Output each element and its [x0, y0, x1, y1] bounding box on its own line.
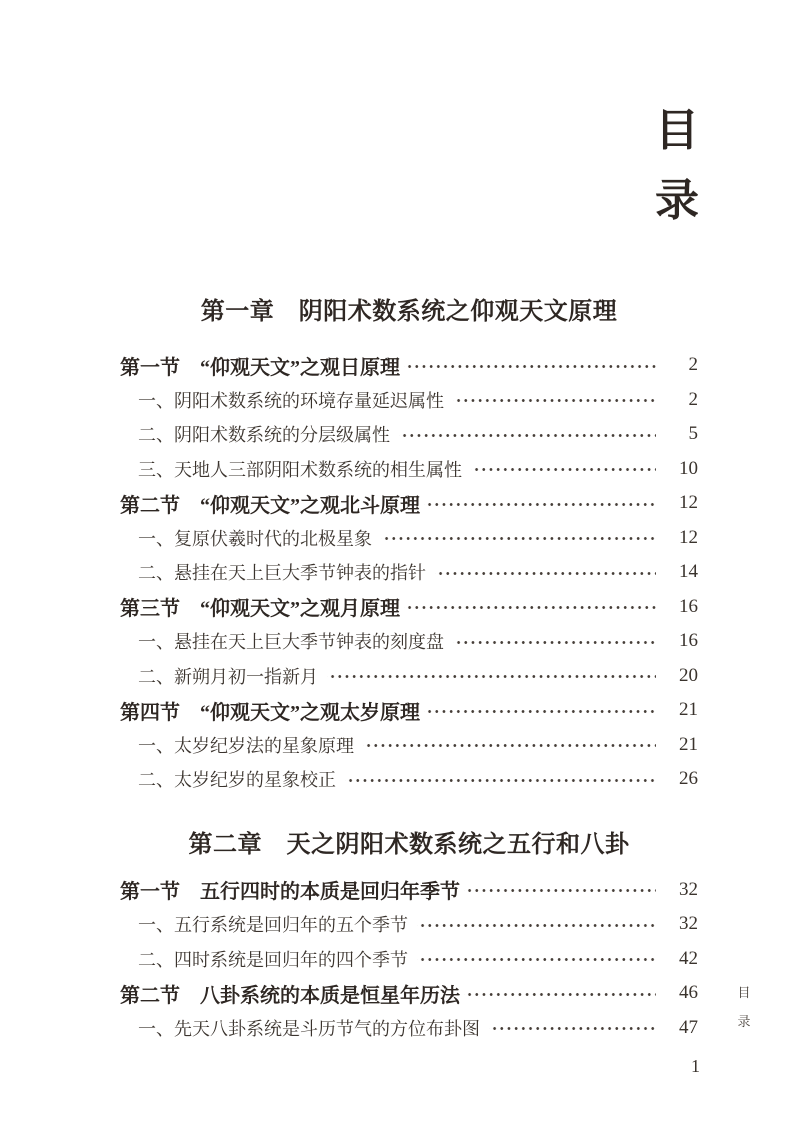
toc-entry [120, 452, 698, 487]
toc-entry-label: 一、阴阳术数系统的环境存量延迟属性 [138, 390, 444, 411]
toc-entry [120, 873, 698, 908]
toc-entry-label: 第一节 五行四时的本质是回归年季节 [120, 881, 460, 904]
margin-label-char: 目 [737, 985, 751, 1000]
dot-leader [453, 391, 656, 410]
dot-leader [471, 460, 656, 479]
toc-entry [120, 417, 698, 452]
dot-leader [381, 529, 656, 548]
toc-entry-page: 10 [679, 457, 698, 479]
toc-entry [120, 486, 698, 521]
dot-leader [424, 702, 656, 721]
toc-entry-page: 42 [679, 947, 698, 969]
toc-entry-page: 12 [679, 526, 698, 548]
toc-entry [120, 728, 698, 763]
toc-entry [120, 624, 698, 659]
page-number: 1 [691, 1056, 700, 1076]
toc-entry-label: 第二节 八卦系统的本质是恒星年历法 [120, 984, 460, 1007]
toc-entry-page: 47 [679, 1016, 698, 1038]
toc-entry [120, 907, 698, 942]
toc-entry [120, 762, 698, 797]
toc-entry-label: 一、复原伏羲时代的北极星象 [138, 528, 372, 549]
toc-entry-page: 32 [679, 878, 698, 900]
toc-entry-page: 12 [679, 492, 698, 514]
running-margin-label [733, 986, 755, 1044]
toc-entry-page: 16 [679, 630, 698, 652]
toc-entry-label: 一、太岁纪岁法的星象原理 [138, 735, 354, 756]
margin-label-char: 录 [737, 1014, 751, 1029]
toc-entry-label: 第三节 “仰观天文”之观月原理 [120, 598, 400, 621]
toc-entry-page: 21 [679, 699, 698, 721]
dot-leader [404, 357, 656, 376]
toc-entry-page: 2 [688, 354, 698, 376]
toc-entry-page: 21 [679, 733, 698, 755]
toc-entry-page: 2 [688, 388, 698, 410]
dot-leader [417, 916, 656, 935]
toc-entry-page: 46 [679, 982, 698, 1004]
toc-entry-label: 一、五行系统是回归年的五个季节 [138, 915, 408, 936]
toc-entry [120, 659, 698, 694]
dot-leader [435, 564, 656, 583]
toc-entry [120, 555, 698, 590]
toc-entry-page: 14 [679, 561, 698, 583]
toc-entry [120, 693, 698, 728]
dot-leader [489, 1019, 656, 1038]
dot-leader [327, 667, 656, 686]
dot-leader [404, 598, 656, 617]
dot-leader [424, 495, 656, 514]
toc-entry-label: 二、悬挂在天上巨大季节钟表的指针 [138, 563, 426, 584]
toc-entry-label: 三、天地人三部阴阳术数系统的相生属性 [138, 459, 462, 480]
toc-entry-label: 二、阴阳术数系统的分层级属性 [138, 425, 390, 446]
toc-entry [120, 1011, 698, 1046]
page-title-char: 目 [655, 106, 699, 155]
page-title [648, 108, 706, 248]
chapter-2-title: 第二章 天之阴阳术数系统之五行和八卦 [188, 831, 630, 858]
toc-entry [120, 383, 698, 418]
toc-entry-label: 第二节 “仰观天文”之观北斗原理 [120, 494, 420, 517]
toc-entry-page: 5 [688, 423, 698, 445]
toc-entry-label: 一、先天八卦系统是斗历节气的方位布卦图 [138, 1018, 480, 1039]
toc-entry-page: 20 [679, 664, 698, 686]
toc-entry [120, 521, 698, 556]
dot-leader [363, 736, 656, 755]
toc-entry-page: 32 [679, 913, 698, 935]
dot-leader [345, 771, 656, 790]
dot-leader [399, 426, 656, 445]
toc-entry-label: 二、太岁纪岁的星象校正 [138, 770, 336, 791]
dot-leader [464, 881, 656, 900]
toc-entry-page: 26 [679, 768, 698, 790]
chapter-1-title: 第一章 阴阳术数系统之仰观天文原理 [200, 299, 618, 325]
toc-entry [120, 976, 698, 1011]
toc-entry [120, 590, 698, 625]
dot-leader [453, 633, 656, 652]
toc-entry-label: 第四节 “仰观天文”之观太岁原理 [120, 701, 420, 724]
toc-entry-label: 二、四时系统是回归年的四个季节 [138, 949, 408, 970]
toc-entry-label: 一、悬挂在天上巨大季节钟表的刻度盘 [138, 632, 444, 653]
toc-entry [120, 348, 698, 383]
toc-entry-page: 16 [679, 595, 698, 617]
page-title-char: 录 [655, 176, 699, 225]
toc-entry-label: 二、新朔月初一指新月 [138, 666, 318, 687]
toc-entry-label: 第一节 “仰观天文”之观日原理 [120, 356, 400, 379]
dot-leader [417, 950, 656, 969]
dot-leader [464, 985, 656, 1004]
toc-entry [120, 942, 698, 977]
toc-content [120, 294, 698, 1045]
